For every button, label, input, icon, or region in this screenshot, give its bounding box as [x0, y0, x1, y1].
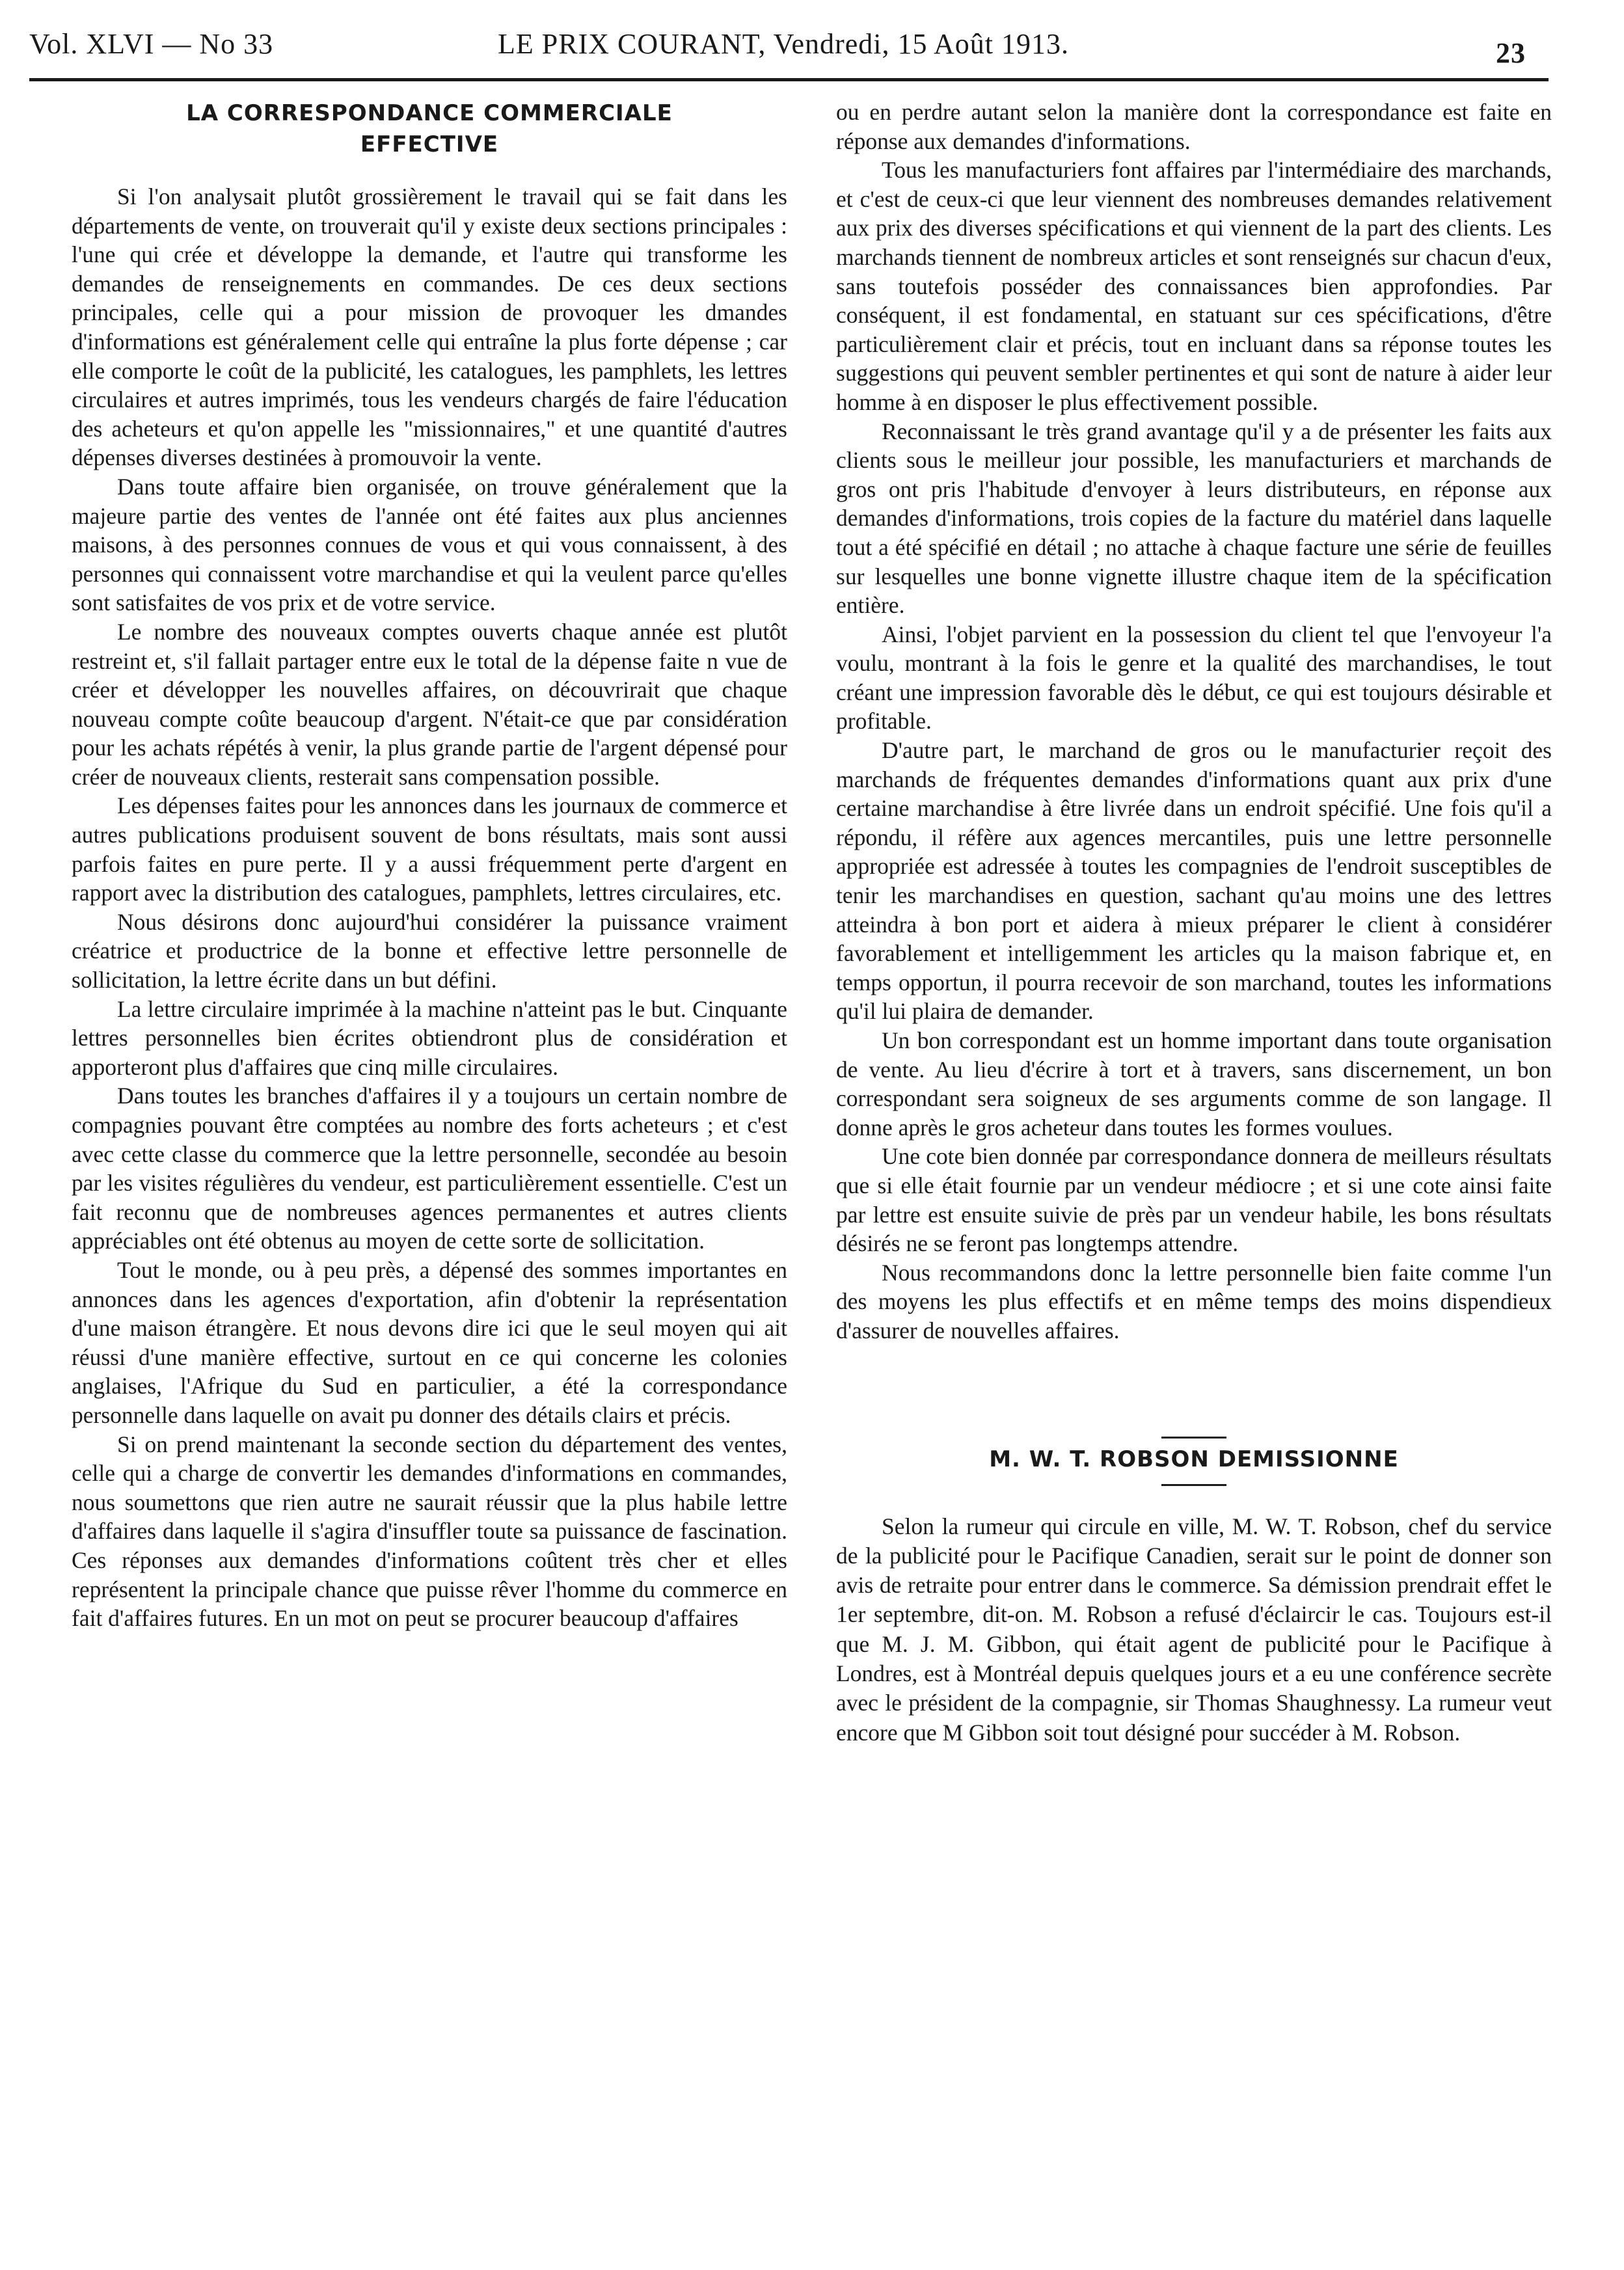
article-paragraph: La lettre circulaire imprimée à la machine n'atteint pas le but. Cinquante lettres personnelles bien écrites obtiendront plus de considération et apporteront plus d'affaires que cinq mille circulaires.: [72, 995, 787, 1080]
article-paragraph: Selon la rumeur qui circule en ville, M. W. T. Robson, chef du service de la publicité pour le Pacifique Canadien, serait sur le point de donner son avis de retraite pour entrer dans le commerce. Sa démission prendrait effet le 1er septembre, dit-on. M. Robson a refusé d'éclaircir le cas. Toujours est-il que M. J. M. Gibbon, qui était agent de publicité pour le Pacifique à Londres, est à Montréal depuis quelques jours et a eu une conférence secrète avec le président de la compagnie, sir Thomas Shaughnessy. La rumeur veut encore que M Gibbon soit tout désigné pour succéder à M. Robson.: [836, 1513, 1552, 1746]
article-paragraph: Si on prend maintenant la seconde section du département des ventes, celle qui a charge de convertir les demandes d'informations en commandes, nous soumettons que rien autre ne saurait réussir que la plus habile lettre d'affaires dans laquelle il s'agira d'insuffler toute sa puissance de fascination. Ces réponses aux demandes d'informations coûtent très cher et elles représentent la principale chance que puisse rêver l'homme du commerce en fait d'affaires futures. En un mot on peut se procurer beaucoup d'affaires: [72, 1431, 787, 1632]
robson-article: [836, 1437, 1552, 1748]
left-column: [72, 98, 787, 1633]
article-paragraph: Dans toutes les branches d'affaires il y a toujours un certain nombre de compagnies pouvant être comptées au nombre des forts acheteurs ; et c'est avec cette classe du commerce que la lettre personnelle, secondée au besoin par les visites régulières du vendeur, est particulièrement essentielle. C'est un fait reconnu que de nombreuses agences permanentes et autres clients appréciables ont été obtenus au moyen de cette sorte de sollicitation.: [72, 1083, 787, 1254]
publication-title: LE PRIX COURANT, Vendredi, 15 Août 1913.: [498, 28, 1070, 60]
article-paragraph-continued: ou en perdre autant selon la manière dont la correspondance est faite en réponse aux demandes d'informations.: [836, 99, 1552, 154]
article-paragraph: Une cote bien donnée par correspondance donnera de meilleurs résultats que si elle était fournie par un vendeur médiocre ; et si une cote ainsi faite par lettre est ensuite suivie de près par un vendeur habile, les bons résultats désirés ne se feront pas longtemps attendre.: [836, 1143, 1552, 1257]
article-paragraph: Nous désirons donc aujourd'hui considérer la puissance vraiment créatrice et productrice de la bonne et effective lettre personnelle de sollicitation, la lettre écrite dans un but défini.: [72, 908, 787, 993]
article-paragraph: Tout le monde, ou à peu près, a dépensé des sommes importantes en annonces dans les agences d'exportation, afin d'obtenir la représentation d'une maison étrangère. Et nous devons dire ici que le seul moyen qui ait réussi d'une manière effective, surtout en ce qui concerne les colonies anglaises, l'Afrique du Sud en particulier, a été la correspondance personnelle dans laquelle on avait pu donner des détails clairs et précis.: [72, 1256, 787, 1428]
article-paragraph: Nous recommandons donc la lettre personnelle bien faite comme l'un des moyens les plus effectifs et en même temps des moins dispendieux d'assurer de nouvelles affaires.: [836, 1259, 1552, 1344]
volume-number: Vol. XLVI — No 33: [29, 28, 274, 60]
article-title-line-2: EFFECTIVE: [360, 131, 499, 157]
article-paragraph: Les dépenses faites pour les annonces dans les journaux de commerce et autres publications produisent souvent de bons résultats, mais sont aussi parfois faites en pure perte. Il y a aussi fréquemment perte d'argent en rapport avec la distribution des catalogues, pamphlets, lettres circulaires, etc.: [72, 792, 787, 906]
article-paragraph: Tous les manufacturiers font affaires par l'intermédiaire des marchands, et c'est de ceux-ci que leur viennent des nombreuses demandes relativement aux prix des diverses spécifications et qui viennent de la part des clients. Les marchands tiennent de nombreux articles et sont renseignés sur chacun d'eux, sans toutefois posséder des connaissances bien approfondies. Par conséquent, il est fondamental, en statuant sur ces spécifications, d'être particulièrement clair et précis, tout en incluant dans sa réponse toutes les suggestions qui peuvent sembler pertinentes et qui sont de nature à aider leur homme à en disposer le plus effectivement possible.: [836, 157, 1552, 415]
article-paragraph: Si l'on analysait plutôt grossièrement le travail qui se fait dans les départements de vente, on trouverait qu'il y existe deux sections principales : l'une qui crée et développe la demande, et l'autre qui transforme les demandes de renseignements en commandes. De ces deux sections principales, celle qui a pour mission de provoquer les dmandes d'informations est généralement celle qui entraîne la plus forte dépense ; car elle comporte le coût de la publicité, les catalogues, les pamphlets, les lettres circulaires et autres imprimés, tous les vendeurs chargés de faire l'éducation des acheteurs et qu'on appelle les "missionnaires," et une quantité d'autres dépenses diverses destinées à promouvoir la vente.: [72, 183, 787, 471]
article-title: [72, 98, 787, 160]
header-rule: [29, 78, 1549, 81]
title-rule-bottom: [1161, 1484, 1226, 1486]
right-column: [836, 98, 1552, 1748]
page-header: [29, 25, 1552, 77]
article-paragraph: Le nombre des nouveaux comptes ouverts chaque année est plutôt restreint et, s'il fallait partager entre eux le total de la dépense faite n vue de créer et développer les nouvelles affaires, on découvrirait que chaque nouveau compte coûte beaucoup d'argent. N'était-ce que par considération pour les achats répétés à venir, la plus grande partie de l'argent dépensé pour créer de nouveaux clients, resterait sans compensation possible.: [72, 618, 787, 790]
article-paragraph: D'autre part, le marchand de gros ou le manufacturier reçoit des marchands de fréquentes demandes d'informations quant aux prix d'une certaine marchandise à être livrée dans un endroit spécifié. Une fois qu'il a répondu, il réfère aux agences mercantiles, puis une lettre personnelle appropriée est adressée à toutes les compagnies de l'endroit susceptibles de tenir les marchandises en question, sachant qu'au moins une des lettres atteindra à bon port et aidera à mieux préparer le client à considérer favorablement et intelligemment les articles qu la maison fabrique et, en temps opportun, il pourra recevoir de son marchand, toutes les informations qu'il lui plaira de demander.: [836, 737, 1552, 1025]
article-paragraph: Reconnaissant le très grand avantage qu'il y a de présenter les faits aux clients sous le meilleur jour possible, les manufacturiers et marchands de gros ont pris l'habitude d'envoyer à leurs distributeurs, en réponse aux demandes d'informations, trois copies de la facture du matériel dans laquelle tout a été spécifié en détail ; no attache à chaque facture une série de feuilles sur lesquelles une bonne vignette illustre chaque item de la spécification entière.: [836, 418, 1552, 619]
robson-article-title: M. W. T. ROBSON DEMISSIONNE: [989, 1446, 1399, 1472]
article-paragraph: Ainsi, l'objet parvient en la possession du client tel que l'envoyeur l'a voulu, montrant à la fois le genre et la qualité des marchandises, le tout créant une impression favorable dès le début, ce qui est toujours désirable et profitable.: [836, 621, 1552, 735]
title-rule-top: [1161, 1437, 1226, 1439]
article-title-line-1: LA CORRESPONDANCE COMMERCIALE: [186, 100, 673, 126]
page-number: 23: [1496, 37, 1526, 69]
article-paragraph: Un bon correspondant est un homme important dans toute organisation de vente. Au lieu d'écrire à tort et à travers, sans discernement, un bon correspondant sera soigneux de ses arguments comme de son langage. Il donne après le gros acheteur dans toutes les formes voulues.: [836, 1027, 1552, 1141]
article-paragraph: Dans toute affaire bien organisée, on trouve généralement que la majeure partie des ventes de l'année ont été faites aux plus anciennes maisons, à des personnes connues de vous et qui vous connaissent, à des personnes qui connaissent votre marchandise et qui la veulent parce qu'elles sont satisfaites de vos prix et de votre service.: [72, 473, 787, 616]
